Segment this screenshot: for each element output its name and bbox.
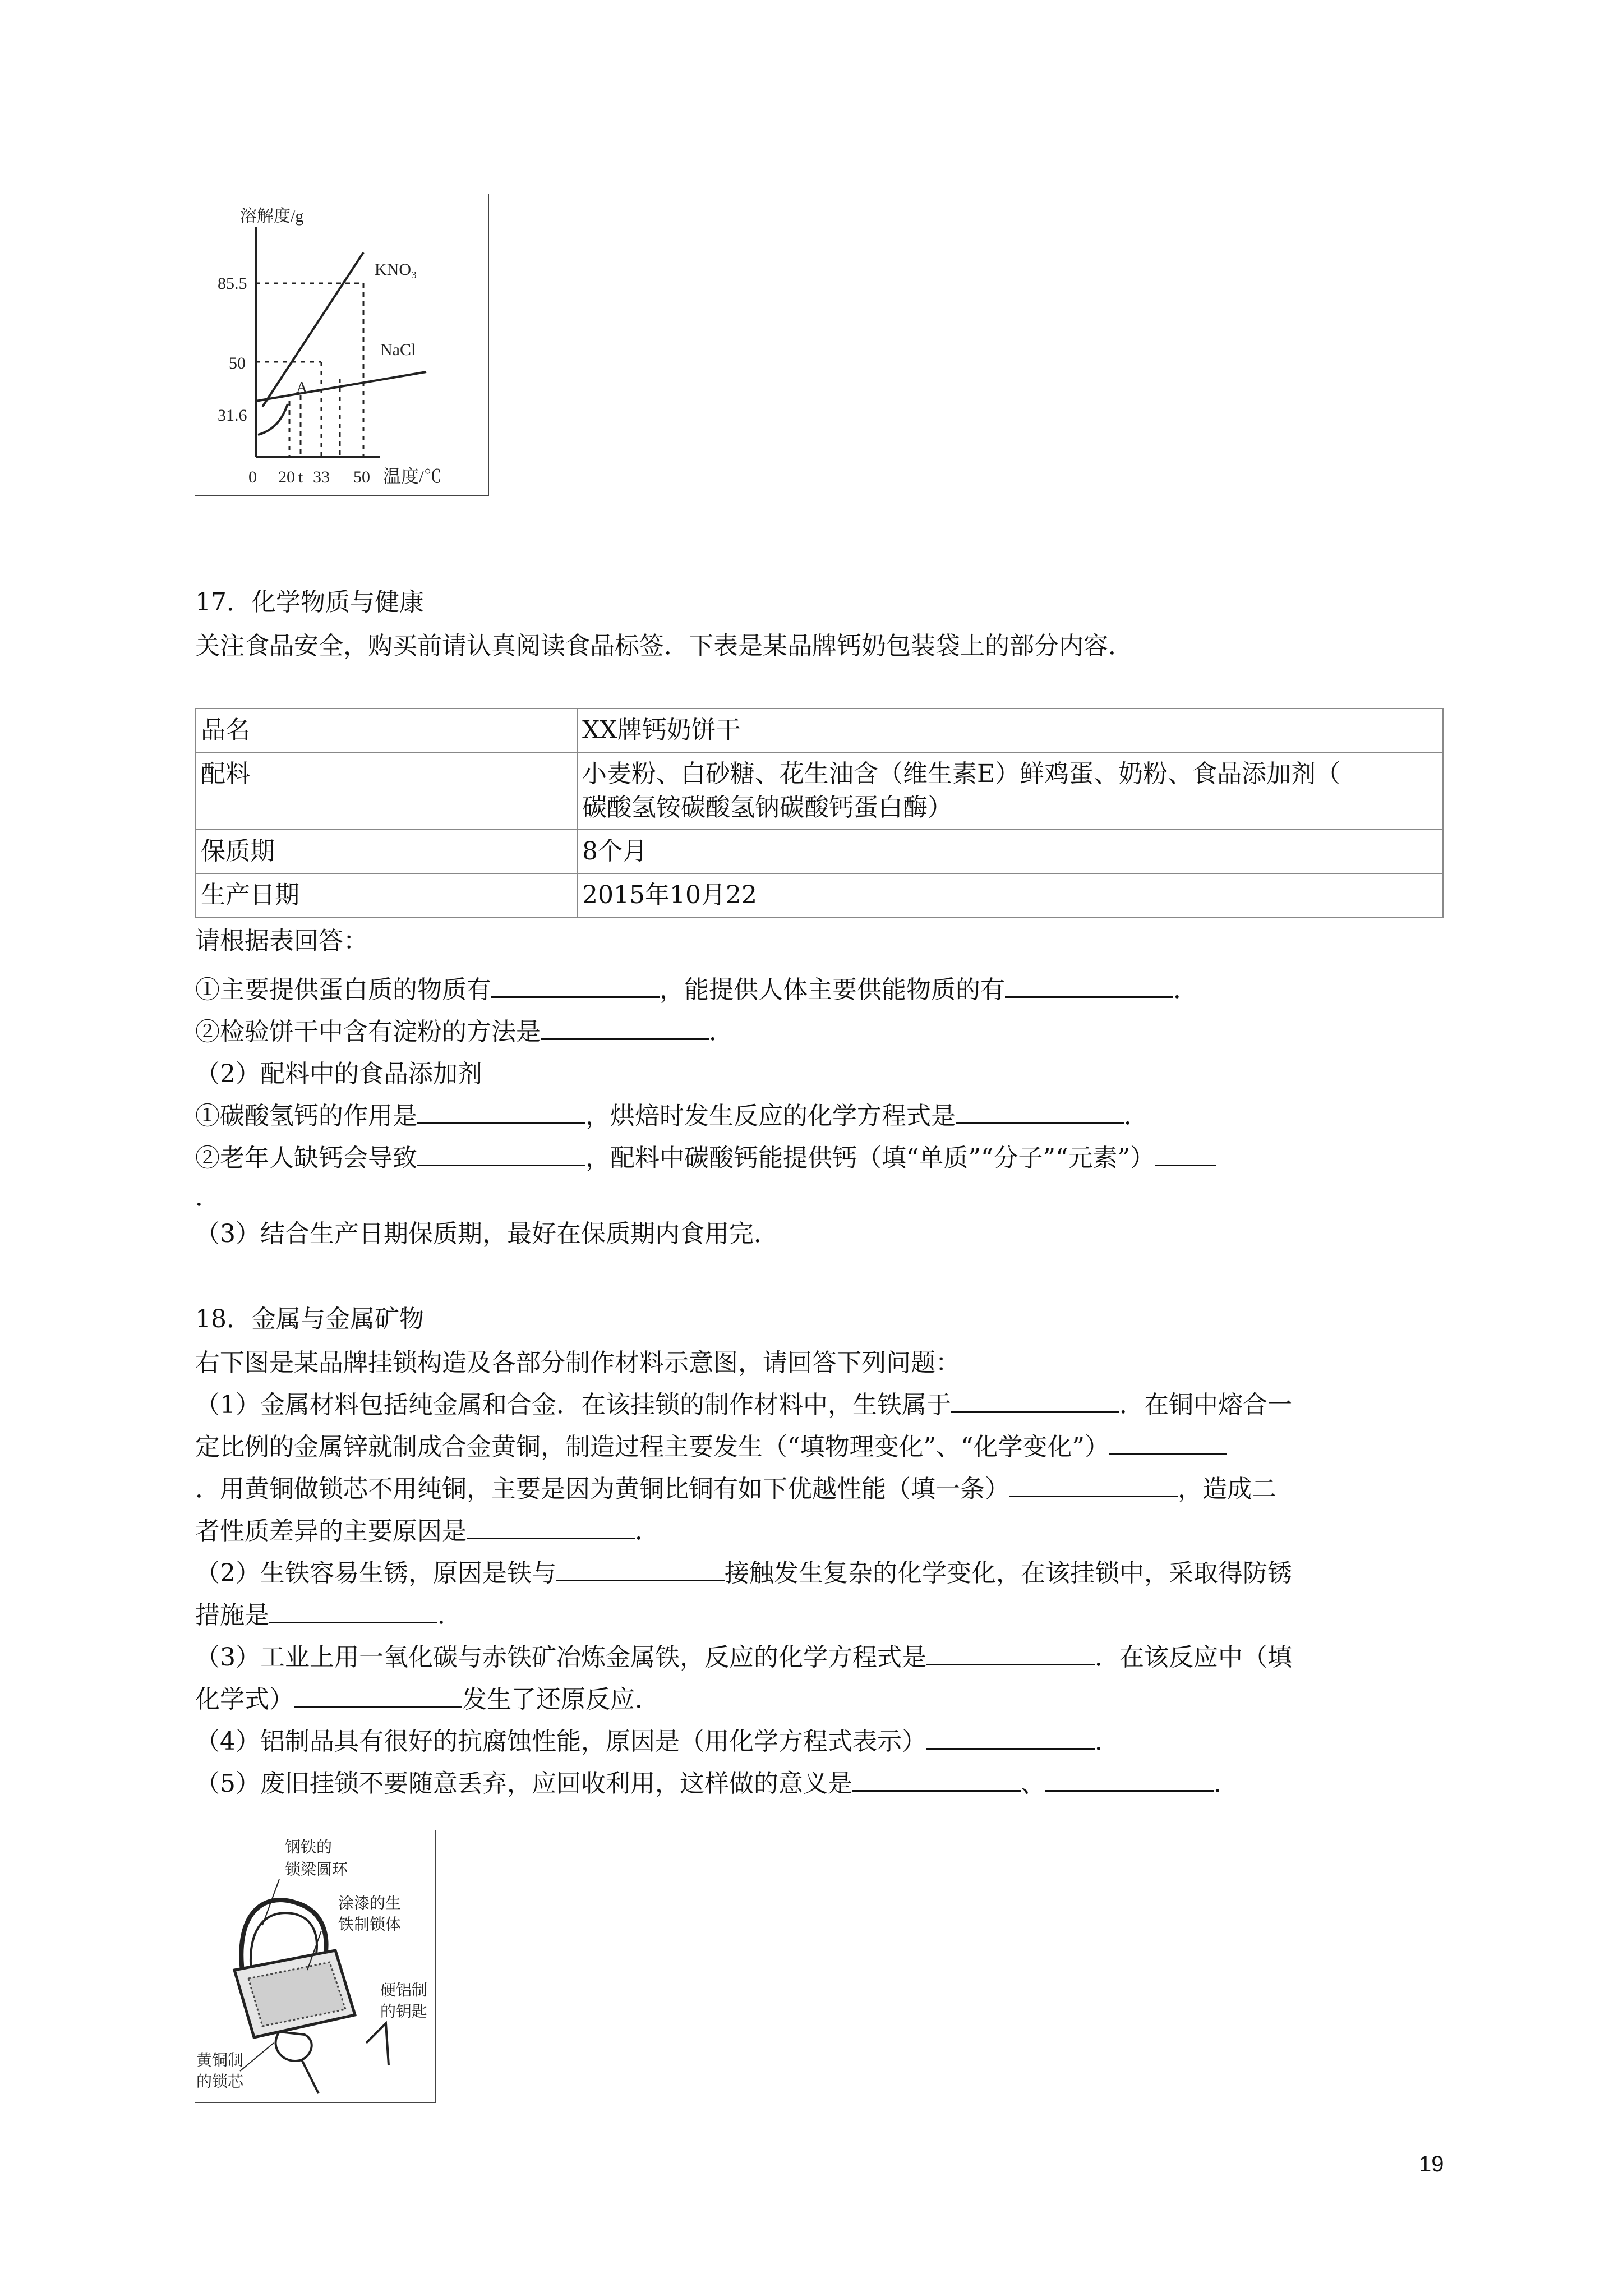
- table-value-line: 小麦粉、白砂糖、花生油含（维生素E）鲜鸡蛋、奶粉、食品添加剂（: [582, 760, 1341, 788]
- table-row: [196, 708, 1443, 752]
- q18-line-9: （4）铝制品具有很好的抗腐蚀性能，原因是（用化学方程式表示） ．: [195, 1725, 1119, 1759]
- q17-line-3: （2）配料中的食品添加剂: [195, 1060, 482, 1088]
- table-key: 生产日期: [196, 873, 577, 917]
- solubility-chart: [195, 194, 489, 496]
- q18-line-6: 措施是 ．: [195, 1599, 462, 1632]
- chart-xtick-t: t: [298, 468, 303, 486]
- q18-line-7: （3）工业上用一氧化碳与赤铁矿冶炼金属铁，反应的化学方程式是 ．在该反应中（填: [195, 1641, 1292, 1674]
- label-key-1: 硬铝制: [380, 1982, 428, 1999]
- answer-blank[interactable]: [269, 1599, 437, 1623]
- q17-title: 17．化学物质与健康: [195, 588, 424, 616]
- table-value: XX牌钙奶饼干: [577, 708, 1443, 752]
- label-body-1: 涂漆的生: [338, 1895, 402, 1912]
- q17-line-7: （3）结合生产日期保质期，最好在保质期内食用完．: [195, 1220, 778, 1248]
- q17-line-1: ①主要提供蛋白质的物质有 ，能提供人体主要供能物质的有 ．: [195, 973, 1198, 1007]
- page-number: 19: [1419, 2152, 1444, 2177]
- label-body-2: 铁制锁体: [338, 1916, 402, 1934]
- answer-blank[interactable]: [852, 1768, 1021, 1792]
- q18-line-2: 定比例的金属锌就制成合金黄铜，制造过程主要发生（“填物理变化”、“化学变化”）: [195, 1430, 1227, 1464]
- q17-line-2: ②检验饼干中含有淀粉的方法是 ．: [195, 1015, 734, 1049]
- answer-blank[interactable]: [467, 1515, 635, 1539]
- answer-blank[interactable]: [1045, 1768, 1214, 1792]
- label-shackle-2: 锁梁圆环: [285, 1861, 348, 1879]
- solubility-chart-svg: [195, 194, 488, 495]
- q17-line-5: ②老年人缺钙会导致 ，配料中碳酸钙能提供钙（填“单质”“分子”“元素”）: [195, 1142, 1216, 1175]
- padlock-figure-svg: [195, 1830, 435, 2102]
- label-shackle-1: 钢铁的: [285, 1839, 333, 1856]
- chart-ylabel: 溶解度/g: [240, 207, 304, 226]
- q17-line-6: ．: [195, 1183, 220, 1212]
- answer-blank[interactable]: [951, 1389, 1119, 1413]
- q18-line-5: （2）生铁容易生锈，原因是铁与 接触发生复杂的化学变化，在该挂锁中，采取得防锈: [195, 1557, 1292, 1590]
- padlock-figure: [195, 1830, 436, 2103]
- q18-intro: 右下图是某品牌挂锁构造及各部分制作材料示意图，请回答下列问题：: [195, 1349, 960, 1377]
- kno3-label: KNO₃: [375, 260, 417, 279]
- answer-blank[interactable]: [1009, 1473, 1178, 1497]
- label-key-2: 的钥匙: [380, 2003, 428, 2021]
- chart-xtick-33: 33: [313, 468, 330, 486]
- food-label-table: [195, 708, 1444, 918]
- chart-xtick-0: 0: [248, 468, 257, 486]
- table-value-line: 碳酸氢铵碳酸氢钠碳酸钙蛋白酶）: [582, 793, 952, 822]
- table-key: 品名: [196, 708, 577, 752]
- answer-blank[interactable]: [294, 1683, 462, 1708]
- table-value: 2015年10月22: [577, 873, 1443, 917]
- chart-xtick-50: 50: [353, 468, 370, 486]
- q18-title: 18．金属与金属矿物: [195, 1305, 424, 1333]
- answer-blank[interactable]: [491, 974, 660, 998]
- label-core-1: 黄铜制: [196, 2052, 244, 2069]
- chart-ytick-50: 50: [229, 354, 246, 372]
- chart-xtick-20: 20: [278, 468, 295, 486]
- chart-ytick-85: 85.5: [218, 274, 247, 293]
- table-value: [577, 752, 1443, 830]
- point-a-label: A: [296, 379, 308, 397]
- answer-blank[interactable]: [541, 1016, 709, 1040]
- table-row: [196, 873, 1443, 917]
- kno3-curve: [262, 252, 363, 407]
- nacl-label: NaCl: [380, 341, 416, 359]
- answer-blank[interactable]: [417, 1100, 585, 1124]
- q18-line-1: （1）金属材料包括纯金属和合金．在该挂锁的制作材料中，生铁属于 ．在铜中熔合一: [195, 1388, 1292, 1422]
- answer-blank[interactable]: [1005, 974, 1173, 998]
- q17-line-4: ①碳酸氢钙的作用是 ，烘焙时发生反应的化学方程式是 ．: [195, 1099, 1149, 1133]
- table-row: [196, 752, 1443, 830]
- chart-xlabel: 温度/℃: [383, 466, 442, 486]
- answer-blank[interactable]: [1109, 1431, 1227, 1455]
- label-core-2: 的锁芯: [196, 2073, 244, 2091]
- answer-blank[interactable]: [417, 1142, 585, 1166]
- q18-line-4: 者性质差异的主要原因是 ．: [195, 1515, 660, 1548]
- table-key: 保质期: [196, 830, 577, 873]
- answer-blank[interactable]: [926, 1726, 1095, 1750]
- chart-ytick-31: 31.6: [218, 406, 247, 425]
- q17-intro: 关注食品安全，购买前请认真阅读食品标签．下表是某品牌钙奶包装袋上的部分内容．: [195, 632, 1133, 660]
- answer-blank[interactable]: [926, 1641, 1095, 1665]
- q18-line-3: ．用黄铜做锁芯不用纯铜，主要是因为黄铜比铜有如下优越性能（填一条） ，造成二: [195, 1473, 1276, 1506]
- table-value: 8个月: [577, 830, 1443, 873]
- kno3-curve-low: [258, 404, 288, 435]
- answer-blank[interactable]: [556, 1557, 725, 1581]
- answer-blank[interactable]: [1155, 1142, 1216, 1166]
- answer-blank[interactable]: [956, 1100, 1124, 1124]
- q18-line-10: （5）废旧挂锁不要随意丢弃，应回收利用，这样做的意义是 、 ．: [195, 1767, 1238, 1801]
- q17-prompt: 请根据表回答：: [195, 927, 368, 955]
- q18-line-8: 化学式） 发生了还原反应．: [195, 1683, 660, 1717]
- table-row: [196, 830, 1443, 873]
- table-key: 配料: [196, 752, 577, 830]
